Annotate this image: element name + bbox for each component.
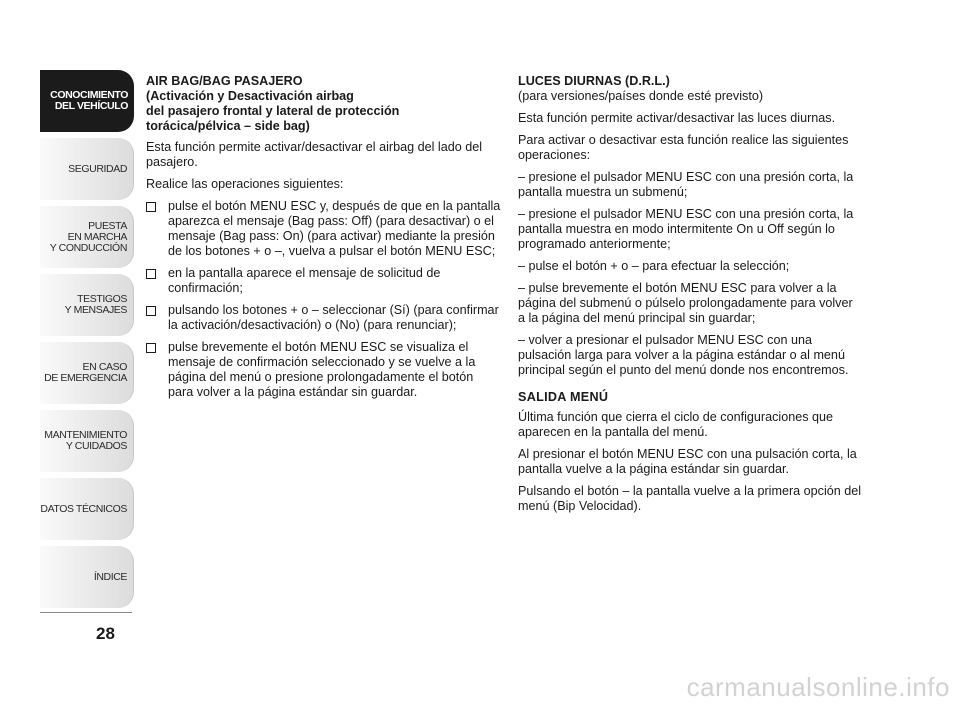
tab-datos-tecnicos[interactable]: DATOS TÉCNICOS xyxy=(40,478,134,540)
tab-en-caso-de-emergencia[interactable]: EN CASO DE EMERGENCIA xyxy=(40,342,134,404)
exit-menu-text: Al presionar el botón MENU ESC con una pulsación corta, la pantalla vuelve a la página estándar sin guardar. xyxy=(518,447,857,476)
list-item xyxy=(146,199,501,259)
right-column xyxy=(518,74,863,521)
list-item-text: pulse brevemente el botón MENU ESC se visualiza el mensaje de confirmación seleccionado y se vuelve a la página del menú o presione prolongadamente el botón para volver a la página estándar sin guardar. xyxy=(168,340,476,399)
drl-intro: Esta función permite activar/desactivar las luces diurnas. xyxy=(518,111,836,125)
list-item xyxy=(146,340,501,400)
left-column xyxy=(146,74,501,407)
list-item xyxy=(146,303,501,333)
exit-menu-text: Pulsando el botón – la pantalla vuelve a la primera opción del menú (Bip Velocidad). xyxy=(518,484,862,513)
checkbox-bullet-icon xyxy=(146,269,156,279)
airbag-heading-line: del pasajero frontal y lateral de protección xyxy=(146,104,400,118)
drl-step: – presione el pulsador MENU ESC con una presión corta, la pantalla muestra un submenú; xyxy=(518,170,854,199)
checkbox-bullet-icon xyxy=(146,343,156,353)
tab-seguridad[interactable]: SEGURIDAD xyxy=(40,138,134,200)
watermark: carmanualsonline.info xyxy=(686,672,950,702)
airbag-steps-list xyxy=(146,199,501,400)
exit-menu-text: Última función que cierra el ciclo de configuraciones que aparecen en la pantalla del menú. xyxy=(518,410,834,439)
drl-step: – presione el pulsador MENU ESC con una presión corta, la pantalla muestra en modo intermitente On u Off según lo programado anteriormente; xyxy=(518,207,854,251)
drl-heading: LUCES DIURNAS (D.R.L.) xyxy=(518,74,670,88)
airbag-heading-line: (Activación y Desactivación airbag xyxy=(146,89,354,103)
tab-testigos-y-mensajes[interactable]: TESTIGOS Y MENSAJES xyxy=(40,274,134,336)
list-item xyxy=(146,266,501,296)
sidebar-divider xyxy=(40,612,132,613)
drl-step: – pulse el botón + o – para efectuar la selección; xyxy=(518,259,790,273)
airbag-heading-line: torácica/pélvica – side bag) xyxy=(146,119,310,133)
list-item-text: pulse el botón MENU ESC y, después de que en la pantalla aparezca el mensaje (Bag pass: Off) (para desactivar) o el mensaje (Bag pass: On) (para activar) mediante la presión de los botones + o –, vuelva a pulsar el botón MENU ESC; xyxy=(168,199,501,258)
drl-step: – volver a presionar el pulsador MENU ESC con una pulsación larga para volver a la página estándar o al menú principal según el punto del menú donde nos encontremos. xyxy=(518,333,849,377)
section-sidebar xyxy=(40,70,134,614)
list-item-text: pulsando los botones + o – seleccionar (Sí) (para confirmar la activación/desactivación) o (No) (para renunciar); xyxy=(168,303,499,332)
tab-puesta-en-marcha[interactable]: PUESTA EN MARCHA Y CONDUCCIÓN xyxy=(40,206,134,268)
drl-step: – pulse brevemente el botón MENU ESC para volver a la página del submenú o púlselo prolongadamente para volver a la página del menú principal sin guardar; xyxy=(518,281,853,325)
drl-instructions-lead: Para activar o desactivar esta función realice las siguientes operaciones: xyxy=(518,133,849,162)
tab-mantenimiento[interactable]: MANTENIMIENTO Y CUIDADOS xyxy=(40,410,134,472)
page-number: 28 xyxy=(96,624,115,643)
airbag-intro: Esta función permite activar/desactivar el airbag del lado del pasajero. xyxy=(146,140,483,169)
drl-subheading: (para versiones/países donde esté previsto) xyxy=(518,89,764,103)
checkbox-bullet-icon xyxy=(146,306,156,316)
list-item-text: en la pantalla aparece el mensaje de solicitud de confirmación; xyxy=(168,266,441,295)
airbag-instructions-lead: Realice las operaciones siguientes: xyxy=(146,177,344,191)
airbag-heading-line: AIR BAG/BAG PASAJERO xyxy=(146,74,303,88)
airbag-heading xyxy=(146,74,501,134)
exit-menu-heading: SALIDA MENÚ xyxy=(518,390,609,404)
tab-indice[interactable]: ÍNDICE xyxy=(40,546,134,608)
tab-conocimiento-del-vehiculo[interactable]: CONOCIMIENTO DEL VEHÍCULO xyxy=(40,70,134,132)
checkbox-bullet-icon xyxy=(146,202,156,212)
